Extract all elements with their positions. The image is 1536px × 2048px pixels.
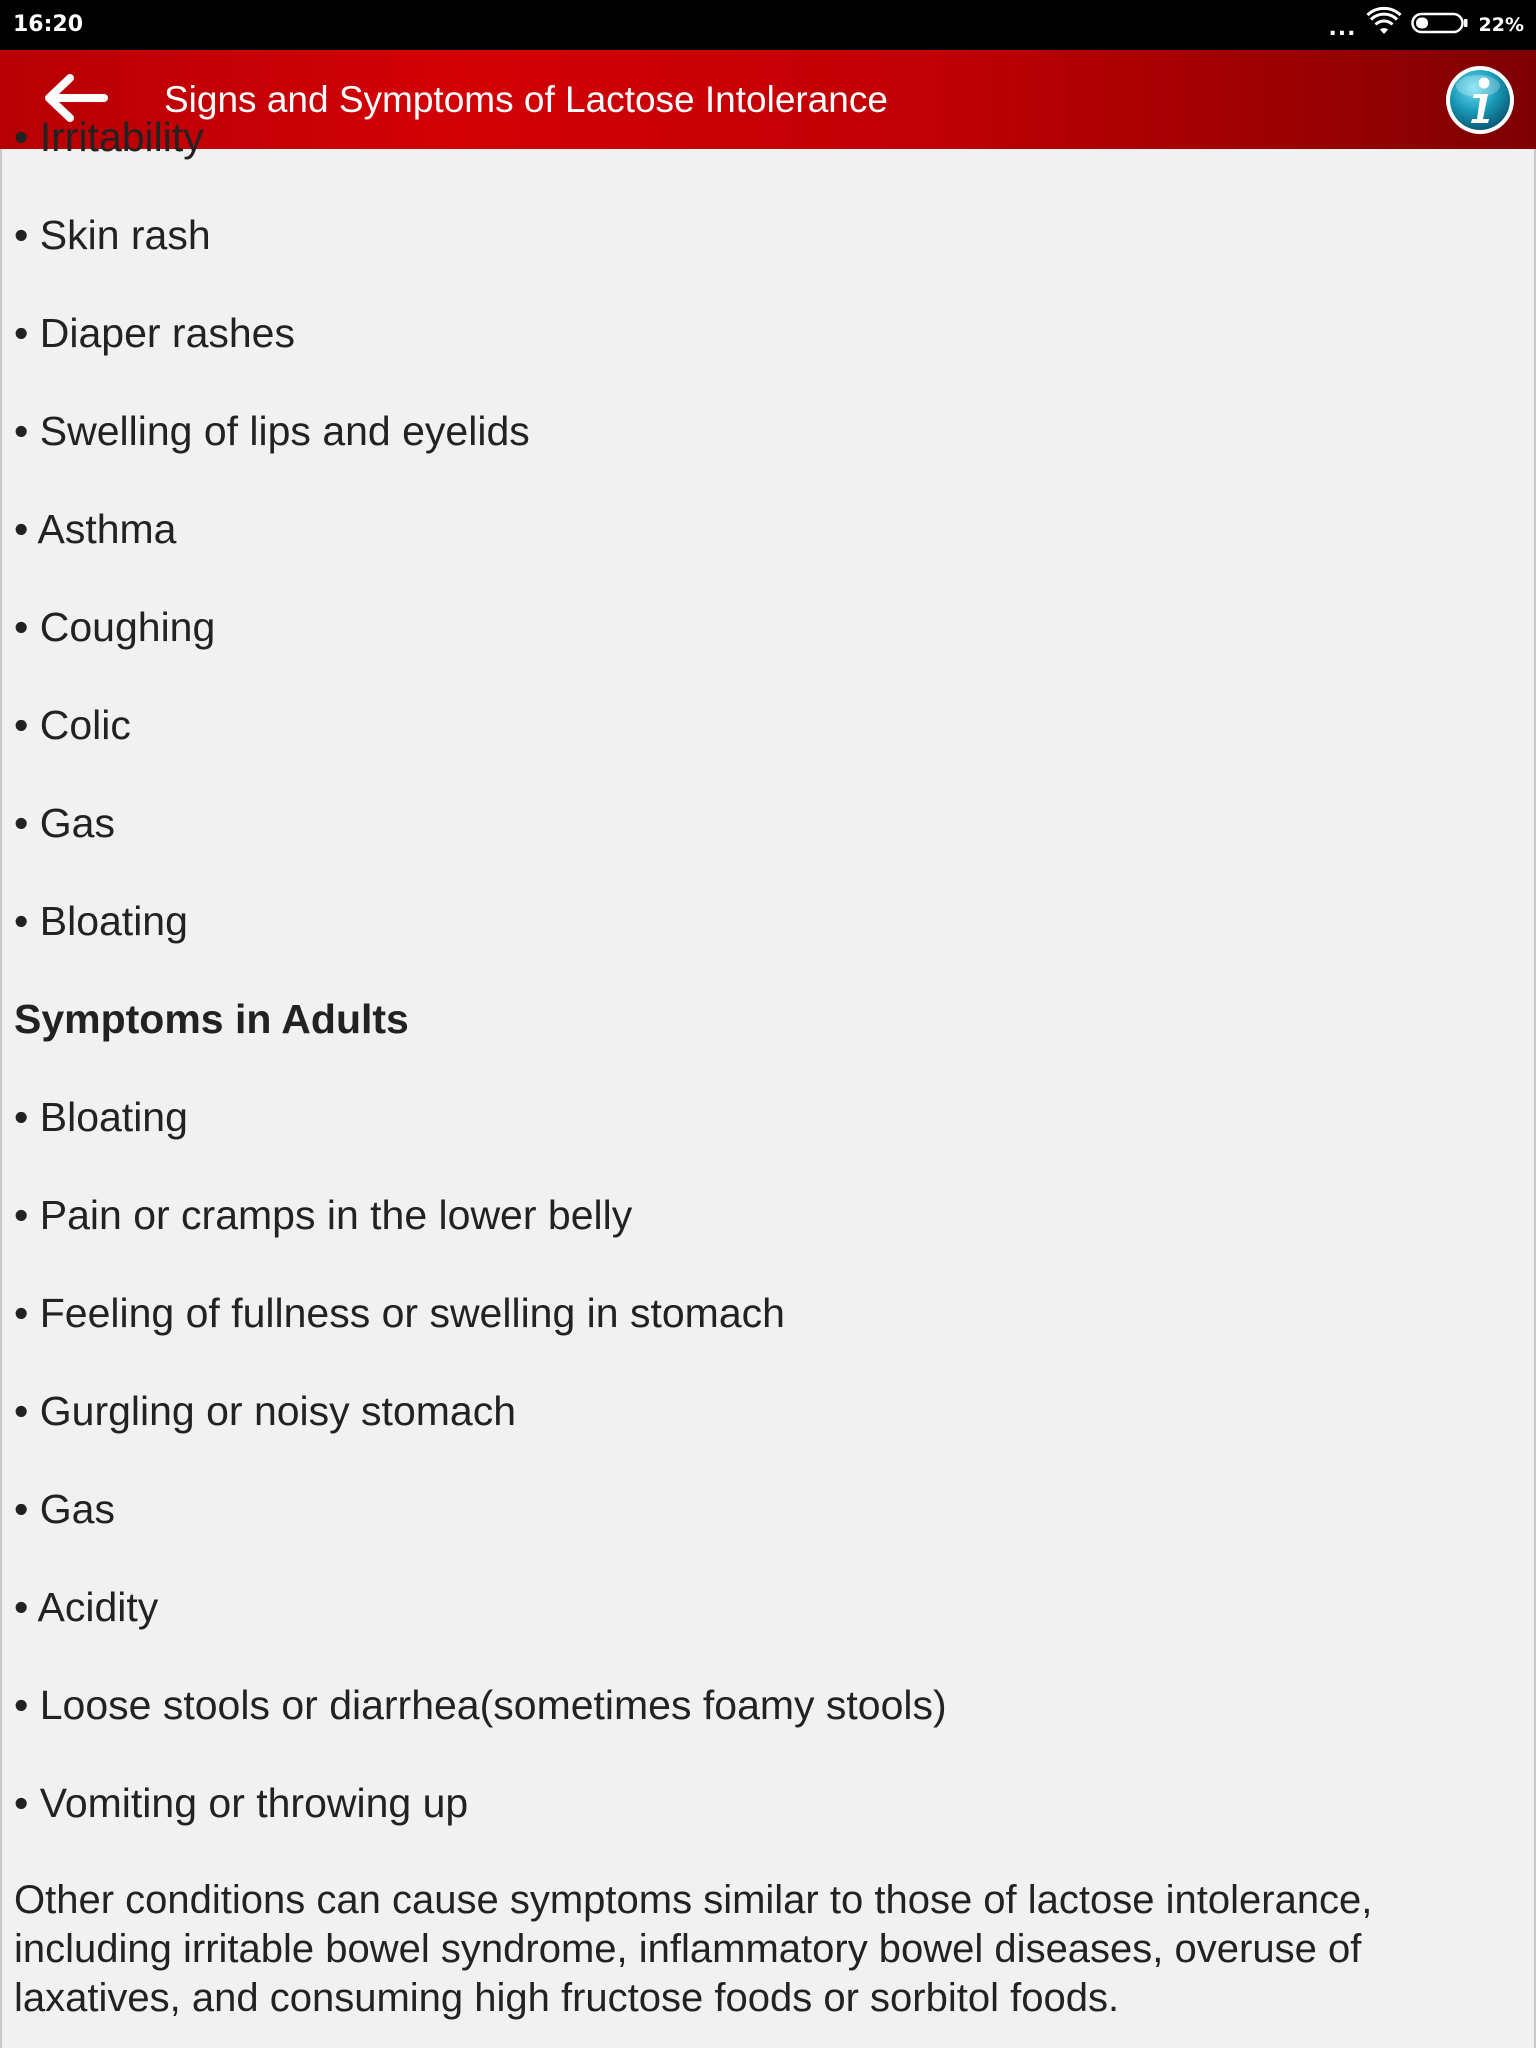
list-item: • Gas bbox=[14, 1486, 115, 1532]
list-item: • Skin rash bbox=[14, 212, 211, 258]
more-dots-icon: ... bbox=[1328, 15, 1357, 41]
status-time: 16:20 bbox=[13, 12, 84, 37]
article-scroll bbox=[14, 112, 1514, 2023]
section-heading-adults: Symptoms in Adults bbox=[14, 996, 409, 1042]
list-item: • Gas bbox=[14, 800, 115, 846]
page-title: Signs and Symptoms of Lactose Intolerance bbox=[164, 79, 888, 120]
wifi-icon bbox=[1367, 10, 1401, 40]
battery-icon bbox=[1411, 12, 1469, 38]
list-item: • Asthma bbox=[14, 506, 177, 552]
list-item: • Bloating bbox=[14, 1094, 188, 1140]
list-item: • Feeling of fullness or swelling in stomach bbox=[14, 1290, 785, 1336]
list-item: • Loose stools or diarrhea(sometimes foamy stools) bbox=[14, 1682, 947, 1728]
list-item: • Swelling of lips and eyelids bbox=[14, 408, 530, 454]
list-item: • Coughing bbox=[14, 604, 216, 650]
article-content[interactable] bbox=[0, 114, 1536, 2048]
list-item: • Pain or cramps in the lower belly bbox=[14, 1192, 633, 1238]
list-item: • Bloating bbox=[14, 898, 188, 944]
closing-paragraph: Other conditions can cause symptoms similar to those of lactose intolerance, including irritable bowel syndrome, inflammatory bowel diseases, overuse of laxatives, and consuming high fructose foods or sorbitol foods. bbox=[14, 1878, 1373, 2020]
battery-percent: 22% bbox=[1478, 14, 1524, 36]
list-item: • Colic bbox=[14, 702, 131, 748]
list-item-partial: • Irritability bbox=[14, 114, 204, 160]
list-item: • Diaper rashes bbox=[14, 310, 295, 356]
list-item: • Acidity bbox=[14, 1584, 159, 1630]
status-icons bbox=[1328, 10, 1524, 40]
status-bar bbox=[0, 0, 1536, 50]
list-item: • Vomiting or throwing up bbox=[14, 1780, 469, 1826]
list-item: • Gurgling or noisy stomach bbox=[14, 1388, 517, 1434]
